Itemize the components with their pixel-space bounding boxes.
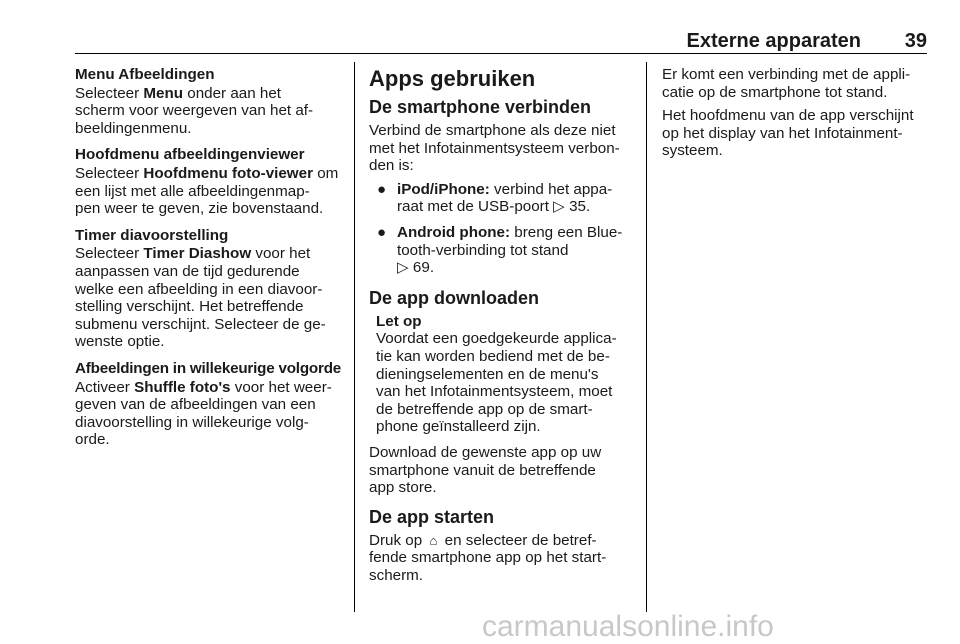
note-heading: Let op bbox=[376, 312, 422, 330]
text: Het hoofdmenu van de app verschijnt bbox=[662, 107, 914, 125]
verbinding-paragraph bbox=[662, 66, 930, 101]
shuffle-paragraph bbox=[75, 379, 347, 449]
middle-column bbox=[369, 66, 639, 593]
page-ref[interactable]: 35. bbox=[569, 198, 591, 216]
text: scherm. bbox=[369, 566, 424, 584]
text: pen weer te geven, zie bovenstaand. bbox=[75, 200, 324, 218]
text: scherm voor weergeven van het af- bbox=[75, 102, 314, 120]
bullet-icon: ● bbox=[377, 180, 387, 198]
text: van het Infotainmentsysteem, moet bbox=[376, 383, 613, 401]
text: Selecteer bbox=[75, 245, 144, 263]
hoofdmenu-paragraph bbox=[75, 165, 347, 218]
device-label: Android phone: bbox=[397, 223, 511, 241]
downloaden-paragraph bbox=[369, 444, 639, 497]
device-label: iPod/iPhone: bbox=[397, 180, 490, 198]
text: raat met de USB-poort bbox=[397, 198, 554, 216]
shuffle-heading: Afbeeldingen in willekeurige volgorde bbox=[75, 359, 342, 377]
text: een lijst met alle afbeeldingenmap- bbox=[75, 182, 310, 200]
connection-list bbox=[369, 181, 639, 277]
text: aanpassen van de tijd gedurende bbox=[75, 262, 300, 280]
list-item bbox=[369, 181, 639, 216]
text: tie kan worden bediend met de be- bbox=[376, 347, 610, 365]
hoofdmenu-heading: Hoofdmenu afbeeldingenviewer bbox=[75, 146, 305, 164]
text: fende smartphone app op het start- bbox=[369, 549, 607, 567]
text: Verbind de smartphone als deze niet bbox=[369, 122, 616, 139]
text: diavoorstelling in willekeurige volg- bbox=[75, 413, 309, 431]
timer-paragraph bbox=[75, 245, 347, 351]
left-column bbox=[75, 66, 347, 458]
hoofdmenu-term: Hoofdmenu foto-viewer bbox=[143, 164, 313, 182]
page-number: 39 bbox=[904, 30, 927, 52]
apps-gebruiken-title: Apps gebruiken bbox=[369, 66, 536, 91]
text: Download de gewenste app op uw bbox=[369, 443, 602, 461]
text: catie op de smartphone tot stand. bbox=[662, 83, 888, 101]
watermark: carmanualsonline.info bbox=[482, 610, 774, 643]
text: den is: bbox=[369, 157, 414, 175]
timer-heading: Timer diavoorstelling bbox=[75, 226, 229, 244]
text: voor het bbox=[251, 245, 311, 263]
text: Activeer bbox=[75, 378, 135, 396]
text: geven van de afbeeldingen van een bbox=[75, 396, 316, 414]
downloaden-heading: De app downloaden bbox=[369, 287, 540, 308]
text: beeldingenmenu. bbox=[75, 119, 192, 137]
home-icon: ⌂ bbox=[429, 532, 438, 548]
menu-afbeeldingen-paragraph bbox=[75, 85, 347, 138]
bullet-icon: ● bbox=[377, 223, 387, 241]
verbinden-heading: De smartphone verbinden bbox=[369, 97, 592, 117]
text: smartphone vanuit de betreffende bbox=[369, 461, 596, 479]
text: wenste optie. bbox=[75, 333, 165, 351]
text: dieningselementen en de menu's bbox=[376, 365, 599, 383]
text: op het display van het Infotainment- bbox=[662, 124, 903, 142]
text: met het Infotainmentsysteem verbon- bbox=[369, 139, 620, 157]
menu-term: Menu bbox=[143, 84, 184, 102]
text: app store. bbox=[369, 479, 437, 497]
header-rule bbox=[75, 53, 927, 54]
text: Er komt een verbinding met de appli- bbox=[662, 66, 911, 83]
text: submenu verschijnt. Selecteer de ge- bbox=[75, 315, 326, 333]
menu-afbeeldingen-heading: Menu Afbeeldingen bbox=[75, 66, 215, 83]
hoofdmenu-app-paragraph bbox=[662, 107, 930, 160]
page-title: Externe apparaten bbox=[686, 30, 861, 52]
text: welke een afbeelding in een diavoor- bbox=[75, 280, 323, 298]
text: Voordat een goedgekeurde applica- bbox=[376, 330, 617, 348]
column-divider-right bbox=[646, 62, 647, 612]
text: systeem. bbox=[662, 142, 723, 160]
text: orde. bbox=[75, 431, 110, 449]
page-header bbox=[75, 30, 927, 52]
timer-term: Timer Diashow bbox=[143, 245, 252, 263]
page-ref[interactable]: 69. bbox=[412, 259, 435, 277]
text: Selecteer bbox=[75, 84, 144, 102]
page-ref-arrow-icon: ▷ bbox=[397, 259, 409, 277]
text: onder aan het bbox=[183, 84, 282, 102]
starten-heading: De app starten bbox=[369, 506, 495, 527]
text: verbind het appa- bbox=[489, 180, 613, 198]
verbinden-paragraph bbox=[369, 122, 639, 175]
note-box bbox=[369, 313, 639, 436]
text: Druk op bbox=[369, 531, 427, 549]
text: breng een Blue- bbox=[510, 223, 623, 241]
text: Selecteer bbox=[75, 164, 144, 182]
right-column bbox=[662, 66, 930, 169]
list-item bbox=[369, 224, 639, 277]
text: phone geïnstalleerd zijn. bbox=[376, 418, 541, 436]
text: de betreffende app op de smart- bbox=[376, 400, 593, 418]
text: stelling verschijnt. Het betreffende bbox=[75, 298, 304, 316]
text: tooth-verbinding tot stand bbox=[397, 241, 569, 259]
text: en selecteer de betref- bbox=[440, 531, 597, 549]
shuffle-term: Shuffle foto's bbox=[134, 378, 231, 396]
text: voor het weer- bbox=[230, 378, 332, 396]
text: om bbox=[312, 164, 339, 182]
column-divider-left bbox=[354, 62, 355, 612]
starten-paragraph bbox=[369, 532, 639, 585]
page-ref-arrow-icon: ▷ bbox=[553, 198, 565, 216]
